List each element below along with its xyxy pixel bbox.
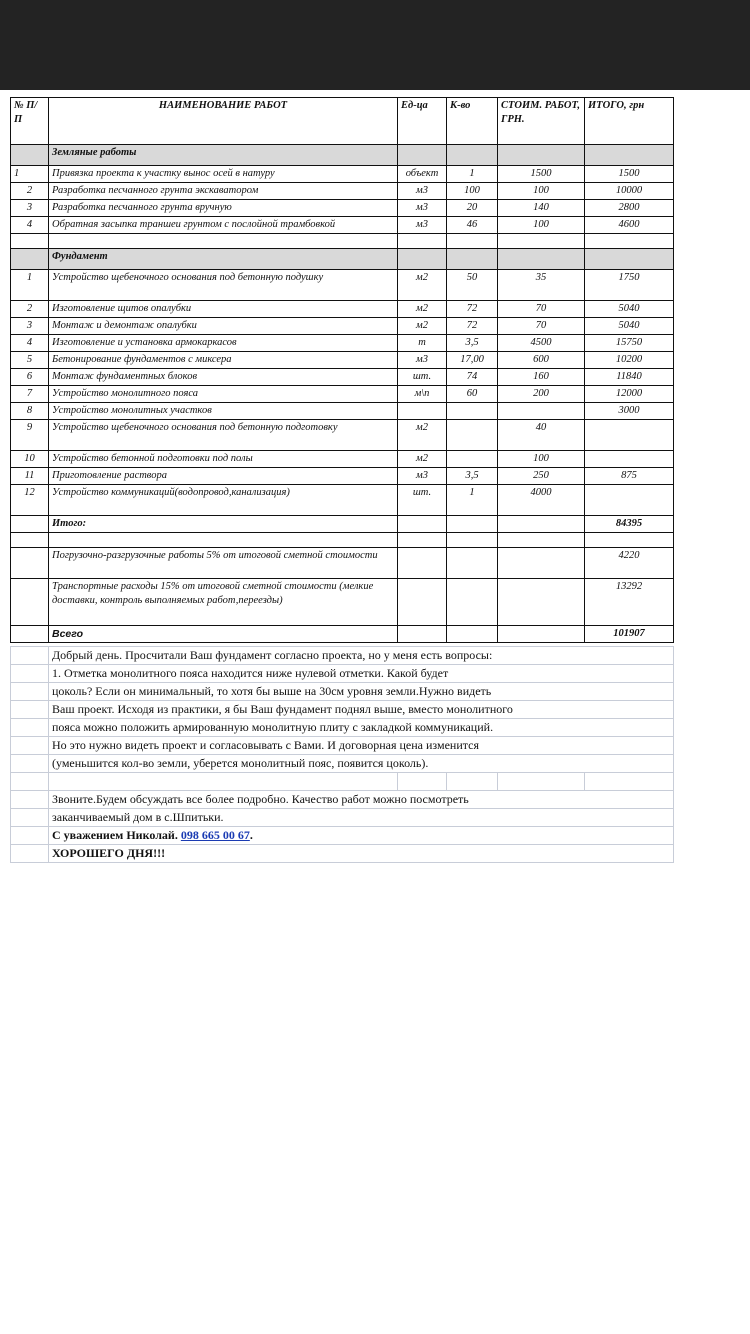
cell-unit: шт. — [398, 369, 447, 386]
cell-qty: 1 — [447, 485, 498, 516]
cell-name: Изготовление щитов опалубки — [49, 301, 398, 318]
cell-total: 5040 — [585, 301, 674, 318]
table-row — [11, 166, 674, 183]
cell-num: 8 — [11, 403, 49, 420]
farewell-line — [11, 845, 674, 863]
note-text: пояса можно положить армированную монолитную плиту с закладкой коммуникаций. — [49, 719, 674, 737]
cell-unit: м2 — [398, 318, 447, 335]
cell-qty: 46 — [447, 217, 498, 234]
cell-qty: 20 — [447, 200, 498, 217]
table-row — [11, 301, 674, 318]
cell-total: 3000 — [585, 403, 674, 420]
cell-price: 100 — [498, 451, 585, 468]
estimate-table — [10, 97, 674, 643]
table-row — [11, 485, 674, 516]
cell-name: Приготовление раствора — [49, 468, 398, 485]
cell-price: 70 — [498, 318, 585, 335]
top-bar — [0, 0, 750, 90]
cell-unit — [398, 403, 447, 420]
table-row — [11, 451, 674, 468]
cell-name: Устройство щебеночного основания под бетонную подготовку — [49, 420, 398, 451]
cell-num: 11 — [11, 468, 49, 485]
cell-qty: 3,5 — [447, 335, 498, 352]
blank-row — [11, 234, 674, 249]
itogo-label: Итого: — [49, 516, 398, 533]
estimate-sheet — [10, 97, 673, 863]
cell-price: 40 — [498, 420, 585, 451]
cell-num: 2 — [11, 301, 49, 318]
farewell-text: ХОРОШЕГО ДНЯ!!! — [49, 845, 674, 863]
signature-text: С уважением Николай. — [52, 828, 178, 842]
transport-row — [11, 579, 674, 626]
note-text: Добрый день. Просчитали Ваш фундамент согласно проекта, но у меня есть вопросы: — [49, 647, 674, 665]
loading-value: 4220 — [585, 548, 674, 579]
cell-num: 1 — [11, 270, 49, 301]
cell-total — [585, 485, 674, 516]
table-row — [11, 183, 674, 200]
loading-label: Погрузочно-разгрузочные работы 5% от итоговой сметной стоимости — [49, 548, 398, 579]
cell-num: 9 — [11, 420, 49, 451]
cell-price: 4500 — [498, 335, 585, 352]
cell-name: Разработка песчанного грунта экскаватором — [49, 183, 398, 200]
cell-qty: 72 — [447, 318, 498, 335]
table-row — [11, 403, 674, 420]
cell-unit: м3 — [398, 183, 447, 200]
cell-total: 2800 — [585, 200, 674, 217]
itogo-value: 84395 — [585, 516, 674, 533]
cell-price: 200 — [498, 386, 585, 403]
section-row — [11, 145, 674, 166]
vsego-value: 101907 — [585, 626, 674, 643]
transport-label: Транспортные расходы 15% от итоговой сметной стоимости (мелкие доставки, контроль выполняемых работ,переезды) — [49, 579, 398, 626]
table-row — [11, 318, 674, 335]
cell-price: 250 — [498, 468, 585, 485]
section-title: Фундамент — [49, 249, 398, 270]
cell-qty — [447, 403, 498, 420]
cell-unit: м3 — [398, 468, 447, 485]
cell-qty: 60 — [447, 386, 498, 403]
cell-total: 875 — [585, 468, 674, 485]
header-unit: Ед-ца — [398, 98, 447, 145]
cell-qty — [447, 451, 498, 468]
note-text: 1. Отметка монолитного пояса находится ниже нулевой отметки. Какой будет — [49, 665, 674, 683]
cell-price — [498, 403, 585, 420]
cell-qty: 74 — [447, 369, 498, 386]
cell-name: Устройство щебеночного основания под бетонную подушку — [49, 270, 398, 301]
cell-unit: м\п — [398, 386, 447, 403]
note-text: (уменьшится кол-во земли, уберется монолитный пояс, появится цоколь). — [49, 755, 674, 773]
cell-qty: 17,00 — [447, 352, 498, 369]
phone-link[interactable]: 098 665 00 67 — [180, 828, 250, 842]
blank-row — [11, 533, 674, 548]
note-text: Звоните.Будем обсуждать все более подробно. Качество работ можно посмотреть — [49, 791, 674, 809]
cell-price: 35 — [498, 270, 585, 301]
cell-unit: м2 — [398, 451, 447, 468]
header-row — [11, 98, 674, 145]
cell-total: 11840 — [585, 369, 674, 386]
cell-price: 100 — [498, 217, 585, 234]
cell-num: 12 — [11, 485, 49, 516]
cell-total: 10000 — [585, 183, 674, 200]
cell-price: 600 — [498, 352, 585, 369]
cell-unit: м2 — [398, 301, 447, 318]
cell-num: 2 — [11, 183, 49, 200]
cell-unit: м3 — [398, 352, 447, 369]
table-row — [11, 335, 674, 352]
cell-num: 4 — [11, 335, 49, 352]
note-text: Но это нужно видеть проект и согласовывать с Вами. И договорная цена изменится — [49, 737, 674, 755]
cell-total: 5040 — [585, 318, 674, 335]
cell-unit: т — [398, 335, 447, 352]
cell-name: Изготовление и установка армокаркасов — [49, 335, 398, 352]
note-blank — [11, 773, 674, 791]
loading-row — [11, 548, 674, 579]
cell-price: 1500 — [498, 166, 585, 183]
itogo-row — [11, 516, 674, 533]
cell-total: 4600 — [585, 217, 674, 234]
cell-name: Устройство монолитного пояса — [49, 386, 398, 403]
section-row — [11, 249, 674, 270]
cell-num: 3 — [11, 318, 49, 335]
note-text: цоколь? Если он минимальный, то хотя бы выше на 30см уровня земли.Нужно видеть — [49, 683, 674, 701]
transport-value: 13292 — [585, 579, 674, 626]
cell-qty — [447, 420, 498, 451]
note-text: Ваш проект. Исходя из практики, я бы Ваш фундамент поднял выше, вместо монолитного — [49, 701, 674, 719]
cell-num: 3 — [11, 200, 49, 217]
cell-name: Устройство бетонной подготовки под полы — [49, 451, 398, 468]
cell-unit: м3 — [398, 217, 447, 234]
cell-num: 6 — [11, 369, 49, 386]
cell-price: 100 — [498, 183, 585, 200]
note-line — [11, 665, 674, 683]
cell-unit: м2 — [398, 420, 447, 451]
table-row — [11, 420, 674, 451]
cell-num: 10 — [11, 451, 49, 468]
note-line — [11, 683, 674, 701]
cell-qty: 3,5 — [447, 468, 498, 485]
cell-qty: 72 — [447, 301, 498, 318]
cell-unit: м3 — [398, 200, 447, 217]
cell-qty: 100 — [447, 183, 498, 200]
cell-name: Монтаж фундаментных блоков — [49, 369, 398, 386]
cell-unit: шт. — [398, 485, 447, 516]
cell-price: 160 — [498, 369, 585, 386]
note-line — [11, 647, 674, 665]
cell-total: 1750 — [585, 270, 674, 301]
cell-num: 5 — [11, 352, 49, 369]
table-row — [11, 200, 674, 217]
cell-name: Обратная засыпка траншеи грунтом с послойной трамбовкой — [49, 217, 398, 234]
table-row — [11, 386, 674, 403]
cell-num: 7 — [11, 386, 49, 403]
cell-num: 1 — [11, 166, 49, 183]
cell-total — [585, 420, 674, 451]
vsego-label: Всего — [49, 626, 398, 643]
note-text: заканчиваемый дом в с.Шпитьки. — [49, 809, 674, 827]
table-row — [11, 468, 674, 485]
header-total: ИТОГО, грн — [585, 98, 674, 145]
notes-table — [10, 646, 674, 863]
cell-name: Устройство монолитных участков — [49, 403, 398, 420]
cell-name: Бетонирование фундаментов с миксера — [49, 352, 398, 369]
cell-qty: 50 — [447, 270, 498, 301]
table-row — [11, 270, 674, 301]
signature-line — [11, 827, 674, 845]
header-price: СТОИМ. РАБОТ, ГРН. — [498, 98, 585, 145]
vsego-row — [11, 626, 674, 643]
cell-qty: 1 — [447, 166, 498, 183]
cell-total: 15750 — [585, 335, 674, 352]
note-line — [11, 791, 674, 809]
note-line — [11, 755, 674, 773]
table-row — [11, 369, 674, 386]
cell-unit: объект — [398, 166, 447, 183]
cell-total: 1500 — [585, 166, 674, 183]
note-line — [11, 809, 674, 827]
header-num: № П/П — [11, 98, 49, 145]
note-line — [11, 719, 674, 737]
cell-name: Разработка песчанного грунта вручную — [49, 200, 398, 217]
cell-name: Устройство коммуникаций(водопровод,канализация) — [49, 485, 398, 516]
cell-unit: м2 — [398, 270, 447, 301]
cell-num: 4 — [11, 217, 49, 234]
note-line — [11, 737, 674, 755]
table-row — [11, 352, 674, 369]
cell-price: 140 — [498, 200, 585, 217]
header-qty: К-во — [447, 98, 498, 145]
table-row — [11, 217, 674, 234]
cell-price: 4000 — [498, 485, 585, 516]
cell-total: 10200 — [585, 352, 674, 369]
cell-name: Привязка проекта к участку вынос осей в натуру — [49, 166, 398, 183]
cell-total — [585, 451, 674, 468]
signature-dot: . — [249, 828, 253, 842]
cell-name: Монтаж и демонтаж опалубки — [49, 318, 398, 335]
note-line — [11, 701, 674, 719]
section-title: Земляные работы — [49, 145, 398, 166]
header-name: НАИМЕНОВАНИЕ РАБОТ — [49, 98, 398, 145]
cell-total: 12000 — [585, 386, 674, 403]
cell-price: 70 — [498, 301, 585, 318]
